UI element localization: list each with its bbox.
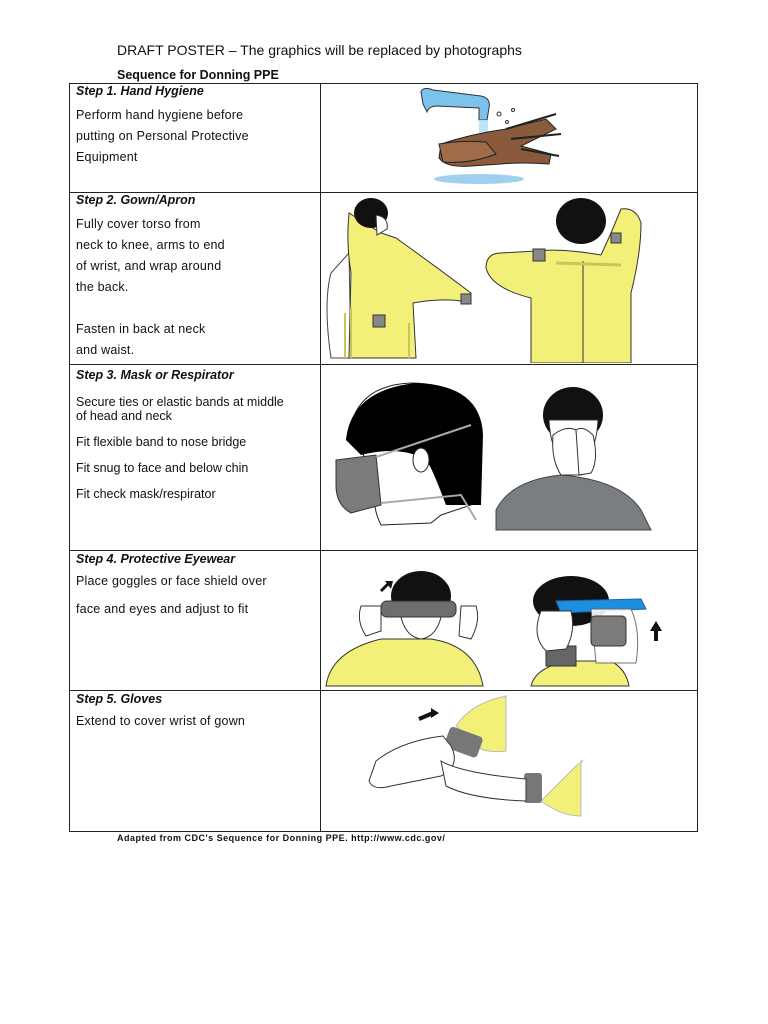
step-3-title: Step 3. Mask or Respirator <box>76 368 234 382</box>
step-2-line-1: Fully cover torso from <box>76 217 201 231</box>
step-3-line-5: Fit check mask/respirator <box>76 487 216 501</box>
step-2-title: Step 2. Gown/Apron <box>76 193 196 207</box>
step-2-spacer <box>76 298 314 319</box>
draft-notice: DRAFT POSTER – The graphics will be replaced by photographs <box>117 42 522 58</box>
step-1-illustration <box>321 84 698 193</box>
mask-respirator-icon <box>321 365 709 550</box>
donning-steps-table <box>69 83 698 832</box>
eyewear-icon <box>321 551 709 690</box>
step-3-line-4: Fit snug to face and below chin <box>76 461 249 475</box>
step-5-text-cell <box>70 691 321 832</box>
step-row-4 <box>70 551 698 691</box>
step-4-illustration <box>321 551 698 691</box>
step-4-line-2: face and eyes and adjust to fit <box>76 602 249 616</box>
step-4-text-cell <box>70 551 321 691</box>
step-row-5 <box>70 691 698 832</box>
step-2-line-3: of wrist, and wrap around <box>76 259 222 273</box>
step-2-line-7: and waist. <box>76 343 135 357</box>
step-4-title: Step 4. Protective Eyewear <box>76 552 236 566</box>
step-4-line-1: Place goggles or face shield over <box>76 574 267 588</box>
step-1-title: Step 1. Hand Hygiene <box>76 84 204 98</box>
step-2-line-2: neck to knee, arms to end <box>76 238 225 252</box>
step-row-1 <box>70 84 698 193</box>
step-3-text-cell <box>70 365 321 551</box>
step-5-illustration <box>321 691 698 832</box>
step-2-illustration <box>321 193 698 365</box>
attribution-footer: Adapted from CDC's Sequence for Donning PPE. http://www.cdc.gov/ <box>117 833 446 843</box>
step-2-line-4: the back. <box>76 280 129 294</box>
step-3-line-1: Secure ties or elastic bands at middle <box>76 395 284 409</box>
step-3-illustration <box>321 365 698 551</box>
step-row-3 <box>70 365 698 551</box>
step-1-line-3: Equipment <box>76 150 138 164</box>
step-5-title: Step 5. Gloves <box>76 692 163 706</box>
step-1-line-1: Perform hand hygiene before <box>76 108 244 122</box>
gloves-icon <box>321 691 709 831</box>
page-title: Sequence for Donning PPE <box>117 68 279 82</box>
hand-washing-icon <box>321 84 709 192</box>
step-2-text-cell <box>70 193 321 365</box>
step-row-2 <box>70 193 698 365</box>
step-5-line-1: Extend to cover wrist of gown <box>76 714 246 728</box>
step-2-line-6: Fasten in back at neck <box>76 322 206 336</box>
step-1-line-2: putting on Personal Protective <box>76 129 249 143</box>
step-3-line-2: of head and neck <box>76 409 172 423</box>
step-1-text-cell <box>70 84 321 193</box>
step-3-line-3: Fit flexible band to nose bridge <box>76 435 247 449</box>
gown-donning-icon <box>321 193 709 363</box>
